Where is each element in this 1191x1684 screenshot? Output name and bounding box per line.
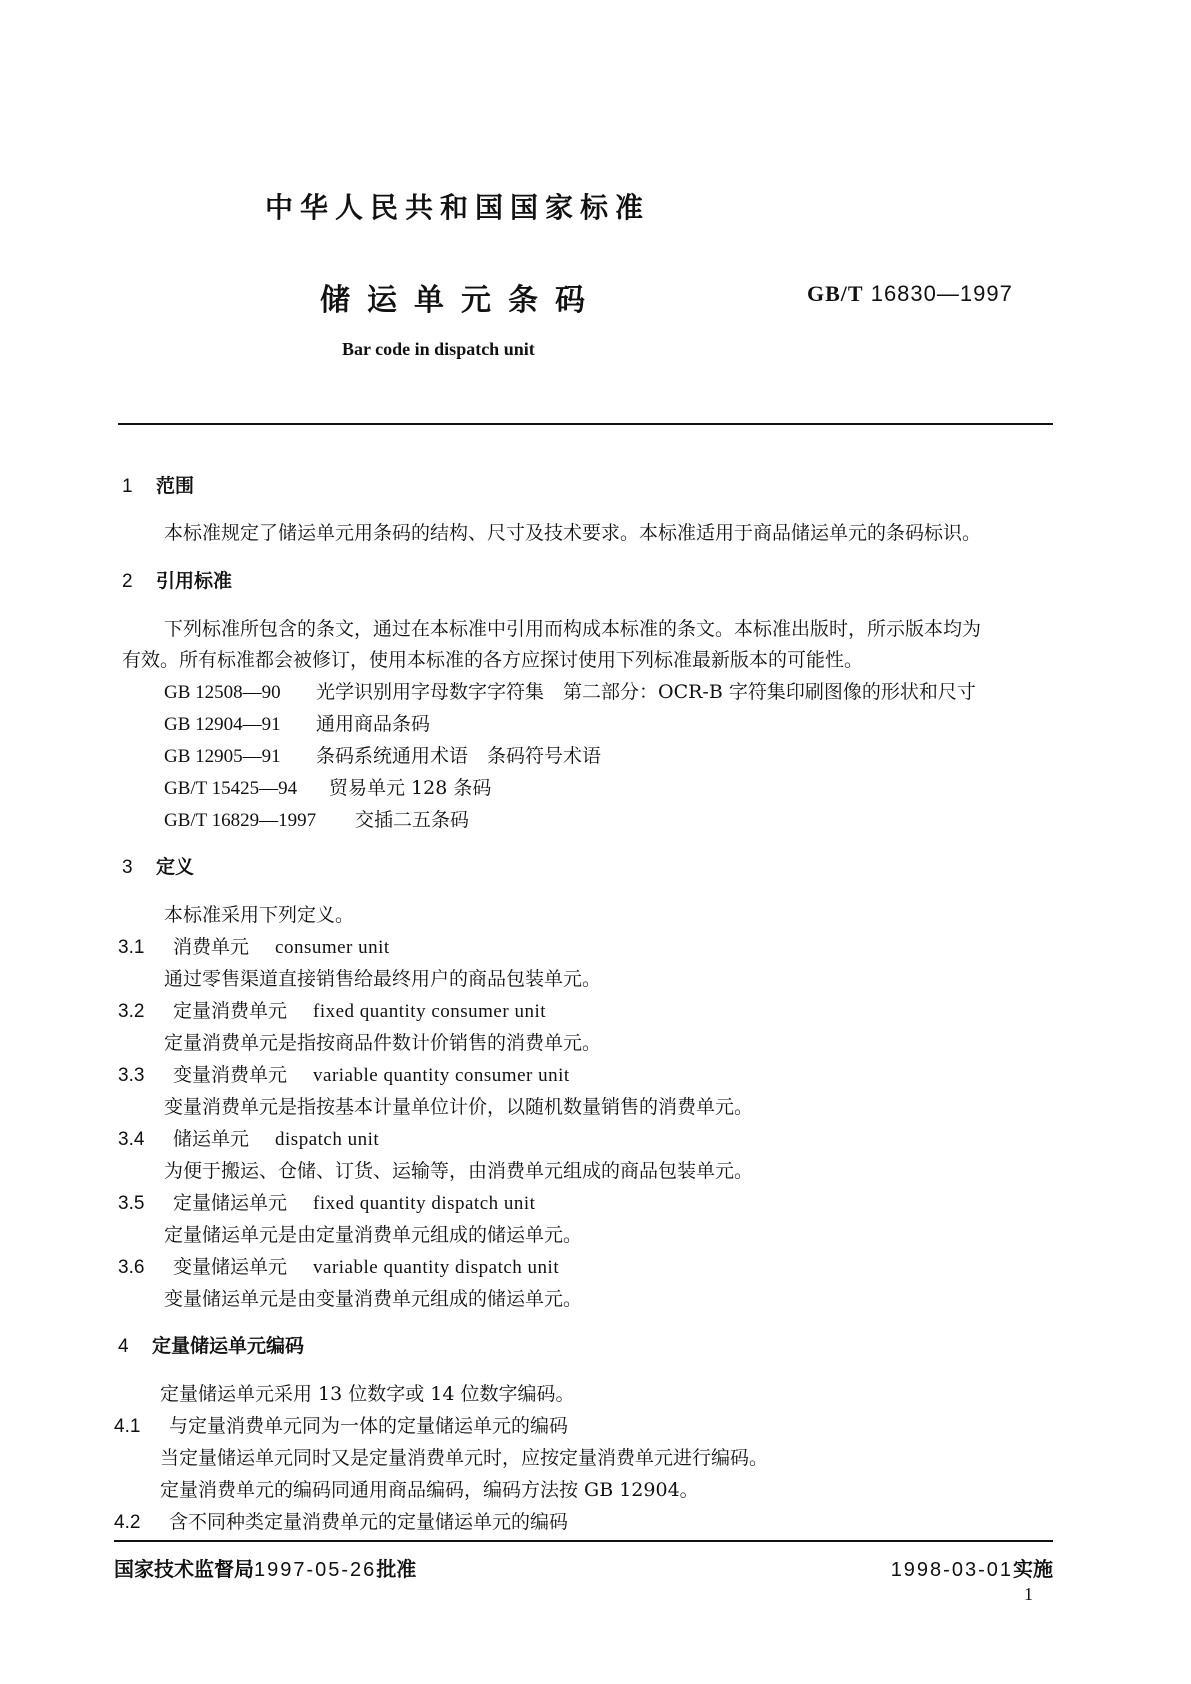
definition-term-en: fixed quantity dispatch unit (313, 1193, 536, 1214)
definition-term-zh: 定量储运单元 (173, 1192, 288, 1214)
subsection-4-2-heading (114, 1507, 568, 1534)
effective-line (891, 1553, 1053, 1582)
definition-number: 3.2 (118, 1001, 145, 1022)
reference-item (164, 741, 601, 768)
document-number (807, 281, 1013, 307)
definition-term-en: variable quantity dispatch unit (313, 1257, 560, 1278)
definition-term-zh: 储运单元 (173, 1128, 250, 1150)
effective-label: 实施 (1013, 1557, 1053, 1581)
section-number: 1 (122, 476, 133, 497)
section-1-heading (122, 471, 194, 498)
reference-item (164, 677, 976, 704)
definition-term-zh: 变量储运单元 (173, 1256, 288, 1278)
section-title: 范围 (156, 475, 195, 497)
page-number: 1 (1024, 1584, 1033, 1604)
section-1-paragraph: 本标准规定了储运单元用条码的结构、尺寸及技术要求。本标准适用于商品储运单元的条码标识。 (164, 522, 982, 544)
subsection-title: 与定量消费单元同为一体的定量储运单元的编码 (169, 1415, 569, 1437)
section-number: 4 (118, 1336, 129, 1357)
definition-description: 定量储运单元是由定量消费单元组成的储运单元。 (164, 1224, 583, 1246)
approval-line (114, 1553, 416, 1582)
subsection-number: 4.1 (114, 1416, 141, 1437)
reference-title: 光学识别用字母数字字符集 第二部分：OCR-B 字符集印刷图像的形状和尺寸 (316, 681, 976, 703)
header-divider (118, 423, 1053, 425)
subsection-number: 4.2 (114, 1512, 141, 1533)
definition-number: 3.5 (118, 1193, 145, 1214)
reference-item (164, 805, 469, 832)
definition-description: 通过零售渠道直接销售给最终用户的商品包装单元。 (164, 968, 602, 990)
definition-term-en: dispatch unit (275, 1129, 380, 1150)
section-2-paragraph-line-1: 下列标准所包含的条文，通过在本标准中引用而构成本标准的条文。本标准出版时，所示版本均为 (164, 618, 982, 640)
reference-code: GB 12904—91 (164, 714, 281, 735)
definition-term-en: fixed quantity consumer unit (313, 1001, 546, 1022)
section-2-heading (122, 566, 232, 593)
definition-term-zh: 消费单元 (173, 936, 250, 958)
definition-term (118, 1060, 570, 1087)
reference-item (164, 709, 430, 736)
definition-term (118, 932, 390, 959)
section-number: 3 (122, 857, 133, 878)
subsection-4-1-paragraph-2: 定量消费单元的编码同通用商品编码，编码方法按 GB 12904。 (160, 1479, 699, 1501)
document-title: 储运单元条码 (320, 283, 602, 318)
definition-term-en: variable quantity consumer unit (313, 1065, 570, 1086)
definition-term (118, 1252, 559, 1279)
section-number: 2 (122, 571, 133, 592)
definition-term (118, 1188, 535, 1215)
section-3-heading (122, 852, 194, 879)
document-number-prefix: GB/T (807, 281, 864, 306)
definition-number: 3.1 (118, 937, 145, 958)
reference-title: 贸易单元 128 条码 (329, 777, 492, 799)
definition-number: 3.4 (118, 1129, 145, 1150)
section-2-paragraph-line-2: 有效。所有标准都会被修订，使用本标准的各方应探讨使用下列标准最新版本的可能性。 (122, 649, 864, 671)
section-4-paragraph: 定量储运单元采用 13 位数字或 14 位数字编码。 (160, 1383, 575, 1405)
definition-term (118, 996, 546, 1023)
subsection-4-1-paragraph-1: 当定量储运单元同时又是定量消费单元时，应按定量消费单元进行编码。 (160, 1447, 769, 1469)
section-title: 定义 (156, 856, 195, 878)
definition-description: 为便于搬运、仓储、订货、运输等，由消费单元组成的商品包装单元。 (164, 1160, 754, 1182)
approval-label: 批准 (376, 1557, 417, 1581)
reference-title: 交插二五条码 (355, 809, 470, 831)
definition-term-zh: 变量消费单元 (173, 1064, 288, 1086)
section-3-intro: 本标准采用下列定义。 (164, 904, 355, 926)
footer-divider (114, 1540, 1053, 1542)
section-title: 定量储运单元编码 (152, 1335, 305, 1357)
definition-term-en: consumer unit (275, 937, 390, 958)
reference-item (164, 773, 491, 800)
definition-description: 变量储运单元是由变量消费单元组成的储运单元。 (164, 1288, 583, 1310)
reference-title: 通用商品条码 (316, 713, 431, 735)
reference-code: GB/T 16829—1997 (164, 810, 317, 831)
approval-date: 1997-05-26 (254, 1559, 377, 1581)
english-title: Bar code in dispatch unit (342, 339, 535, 359)
reference-code: GB 12508—90 (164, 682, 281, 703)
section-4-heading (118, 1331, 304, 1358)
document-number-value: 16830—1997 (870, 281, 1013, 306)
reference-code: GB/T 15425—94 (164, 778, 298, 799)
subsection-4-1-heading (114, 1411, 568, 1438)
definition-number: 3.6 (118, 1257, 145, 1278)
definition-term-zh: 定量消费单元 (173, 1000, 288, 1022)
definition-description: 定量消费单元是指按商品件数计价销售的消费单元。 (164, 1032, 602, 1054)
definition-term (118, 1124, 379, 1151)
definition-description: 变量消费单元是指按基本计量单位计价，以随机数量销售的消费单元。 (164, 1096, 754, 1118)
reference-code: GB 12905—91 (164, 746, 281, 767)
definition-number: 3.3 (118, 1065, 145, 1086)
national-standard-title: 中华人民共和国国家标准 (265, 191, 651, 224)
reference-title: 条码系统通用术语 条码符号术语 (316, 745, 602, 767)
subsection-title: 含不同种类定量消费单元的定量储运单元的编码 (169, 1511, 569, 1533)
section-title: 引用标准 (156, 570, 233, 592)
effective-date: 1998-03-01 (890, 1559, 1013, 1581)
approval-organization: 国家技术监督局 (114, 1557, 254, 1581)
